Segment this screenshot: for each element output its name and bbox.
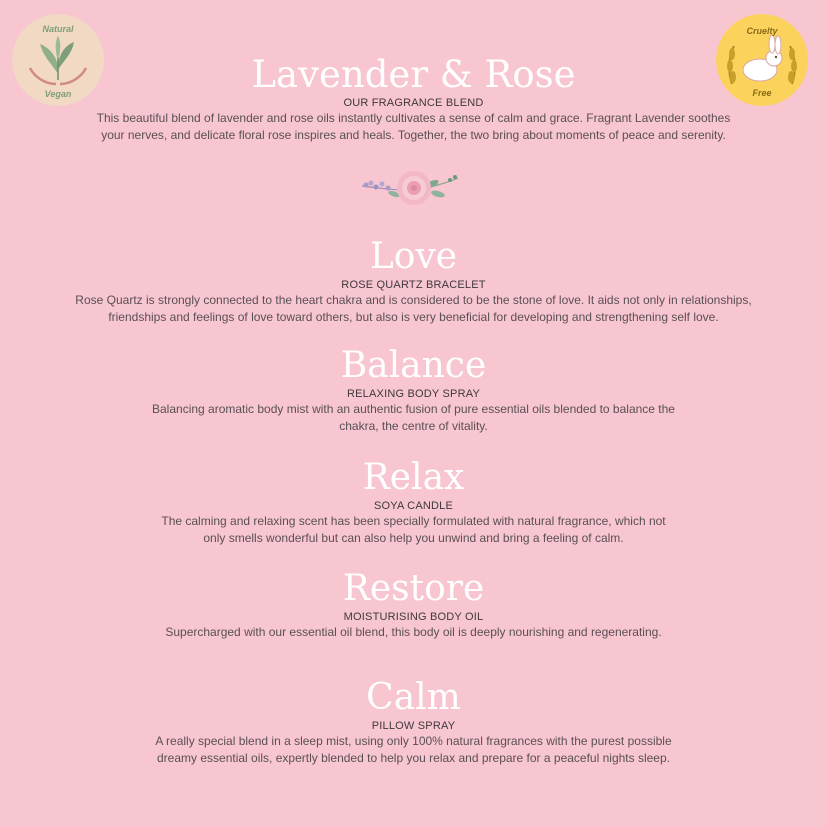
- section-title-calm: Calm: [366, 677, 461, 718]
- section-subtitle-calm: PILLOW SPRAY: [371, 720, 456, 732]
- badge-natural-text: Natural: [42, 24, 74, 34]
- calm-section: [0, 677, 827, 767]
- description-line: chakra, the centre of vitality.: [339, 419, 488, 433]
- description-line: dreamy essential oils, expertly blended to help you relax and prepare for a peaceful nights sleep.: [157, 751, 670, 765]
- description-line: friendships and feelings of love toward others, but also is very beneficial for developing and strengthening self love.: [108, 310, 719, 324]
- section-description-restore: [0, 624, 827, 641]
- section-subtitle-relax: SOYA CANDLE: [373, 500, 454, 512]
- balance-section: [0, 345, 827, 435]
- love-section: [0, 236, 827, 326]
- description-line: Rose Quartz is strongly connected to the heart chakra and is considered to be the stone of love. It aids not only in relationships,: [75, 293, 752, 307]
- section-subtitle-restore: MOISTURISING BODY OIL: [343, 611, 484, 623]
- intro-line: This beautiful blend of lavender and rose oils instantly cultivates a sense of calm and grace. Fragrant Lavender soothes: [96, 111, 731, 125]
- section-title-love: Love: [369, 236, 458, 277]
- description-line: Supercharged with our essential oil blend, this body oil is deeply nourishing and regenerating.: [165, 625, 662, 639]
- intro-line: your nerves, and delicate floral rose inspires and heals. Together, the two bring about moments of peace and serenity.: [101, 128, 726, 142]
- section-title-restore: Restore: [342, 568, 485, 609]
- section-title-relax: Relax: [362, 457, 465, 498]
- badge-free-text: Free: [752, 88, 772, 98]
- description-line: Balancing aromatic body mist with an authentic fusion of pure essential oils blended to balance the: [152, 402, 675, 416]
- intro-section: [0, 53, 827, 144]
- description-line: The calming and relaxing scent has been specially formulated with natural fragrance, which not: [161, 514, 666, 528]
- section-description-relax: [0, 513, 827, 547]
- intro-description: [0, 110, 827, 144]
- floral-divider-icon: [358, 168, 462, 210]
- section-description-balance: [0, 401, 827, 435]
- section-description-love: [0, 292, 827, 326]
- intro-subtitle: OUR FRAGRANCE BLEND: [343, 97, 484, 109]
- section-subtitle-balance: RELAXING BODY SPRAY: [347, 388, 480, 400]
- section-title-balance: Balance: [340, 345, 487, 386]
- badge-cruelty-text: Cruelty: [746, 26, 778, 36]
- relax-section: [0, 457, 827, 547]
- description-line: only smells wonderful but can also help you unwind and bring a feeling of calm.: [203, 531, 624, 545]
- section-description-calm: [0, 733, 827, 767]
- description-line: A really special blend in a sleep mist, using only 100% natural fragrances with the purest possible: [155, 734, 672, 748]
- badge-vegan-text: Vegan: [44, 89, 72, 99]
- restore-section: [0, 568, 827, 641]
- page-title: Lavender & Rose: [251, 53, 576, 96]
- section-subtitle-love: ROSE QUARTZ BRACELET: [341, 279, 486, 291]
